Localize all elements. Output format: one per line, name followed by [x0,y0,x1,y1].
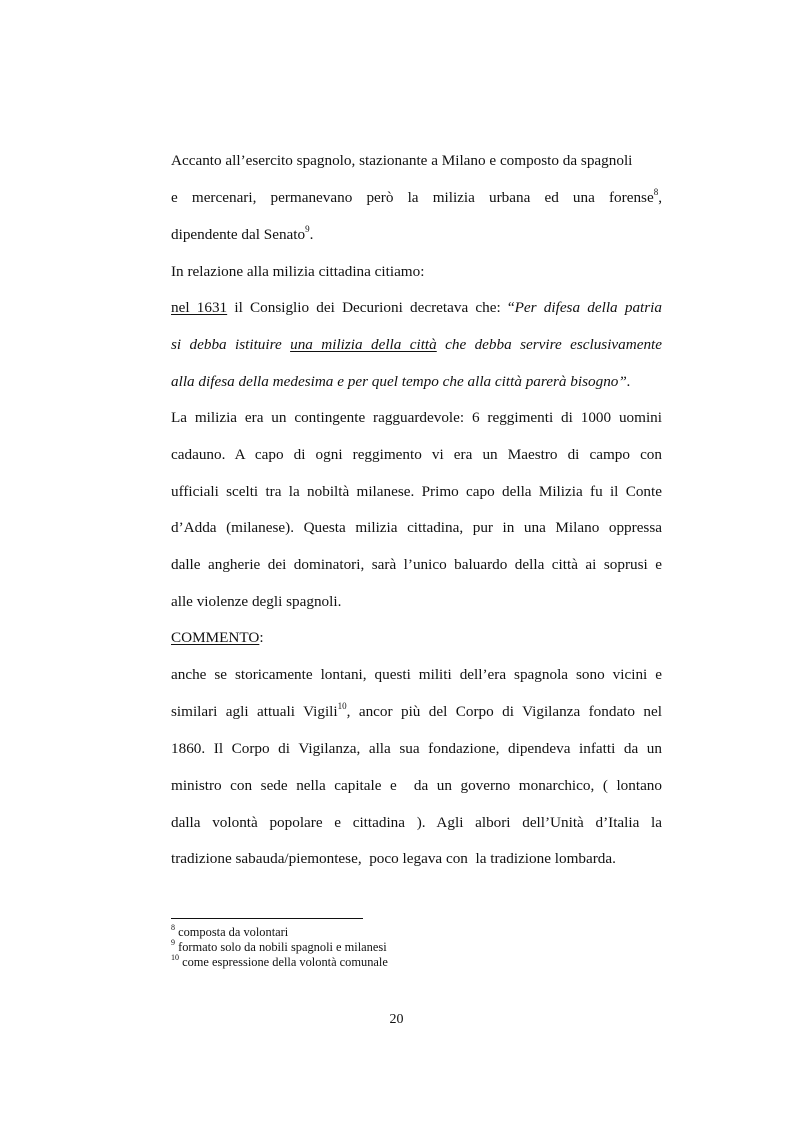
footnote-text: formato solo da nobili spagnoli e milanesi [175,940,387,954]
text-span: 1860. Il Corpo di Vigilanza, alla sua fondazione, dipendeva infatti da un [171,740,662,757]
footnote-number: 8 [171,922,175,932]
text-span: In relazione alla milizia cittadina citiamo: [171,263,425,280]
footnote-ref-8[interactable]: 8 [653,186,659,197]
text-span: dalla volontà popolare e cittadina ). Agli albori dell’Unità d’Italia la [171,814,662,831]
footnote-text: come espressione della volontà comunale [179,955,388,969]
paragraph-line [171,518,662,538]
text-span: il Consiglio dei Decurioni decretava che: “ [227,299,515,316]
text-span: ministro con sede nella capitale e da un governo monarchico, ( lontano [171,777,662,794]
paragraph-line [171,555,662,575]
paragraph-line [171,335,662,355]
underlined-quote: una milizia della città [290,336,437,353]
text-span: ufficiali scelti tra la nobiltà milanese. Primo capo della Milizia fu il Conte [171,483,662,500]
paragraph-line [171,849,662,869]
text-span: Accanto all’esercito spagnolo, stazionante a Milano e composto da spagnoli [171,152,633,169]
paragraph-line [171,151,662,171]
heading-text: COMMENTO [171,629,260,646]
text-span: , [658,189,662,206]
quote-text: Per difesa della patria [514,299,662,316]
commento-heading [171,628,662,648]
quote-text: si debba istituire [171,336,291,353]
footnote-9 [171,937,387,954]
text-span: alle violenze degli spagnoli. [171,593,342,610]
paragraph-line [171,408,662,428]
footnote-ref-9[interactable]: 9 [305,223,310,234]
paragraph-line [171,739,662,759]
page-number: 20 [389,1012,404,1027]
text-span: tradizione sabauda/piemontese, poco legava con la tradizione lombarda. [171,850,616,867]
text-span: e mercenari, permanevano però la milizia urbana ed una forense [171,189,654,206]
paragraph-line [171,482,662,502]
text-span: : [259,629,264,646]
text-span: anche se storicamente lontani, questi militi dell’era spagnola sono vicini e [171,666,662,683]
paragraph-line [171,592,662,612]
text-span: La milizia era un contingente ragguardevole: 6 reggimenti di 1000 uomini [171,409,662,426]
quote-text: alla difesa della medesima e per quel tempo che alla città parerà bisogno”. [171,373,631,390]
text-span: similari agli attuali Vigili [171,703,338,720]
paragraph-line [171,445,662,465]
paragraph-line [171,262,662,282]
paragraph-line [171,813,662,833]
footnote-separator [171,918,363,919]
paragraph-line [171,225,662,245]
paragraph-line [171,188,662,208]
footnote-number: 9 [171,937,175,947]
underlined-date: nel 1631 [171,299,228,316]
text-span: , ancor più del Corpo di Vigilanza fondato nel [346,703,662,720]
footnote-text: composta da volontari [175,925,289,939]
paragraph-line [171,298,662,318]
text-span: . [309,226,314,243]
paragraph-line [171,776,662,796]
text-span: dipendente dal Senato [171,226,306,243]
text-span: cadauno. A capo di ogni reggimento vi era un Maestro di campo con [171,446,662,463]
text-span: dalle angherie dei dominatori, sarà l’unico baluardo della città ai soprusi e [171,556,662,573]
paragraph-line [171,665,662,685]
paragraph-line [171,372,662,392]
footnote-10 [171,952,388,969]
footnote-8 [171,922,289,939]
quote-text: che debba servire esclusivamente [436,336,663,353]
footnote-number: 10 [171,952,179,962]
text-span: d’Adda (milanese). Questa milizia cittadina, pur in una Milano oppressa [171,519,662,536]
footnote-ref-10[interactable]: 10 [337,700,347,711]
paragraph-line [171,702,662,722]
